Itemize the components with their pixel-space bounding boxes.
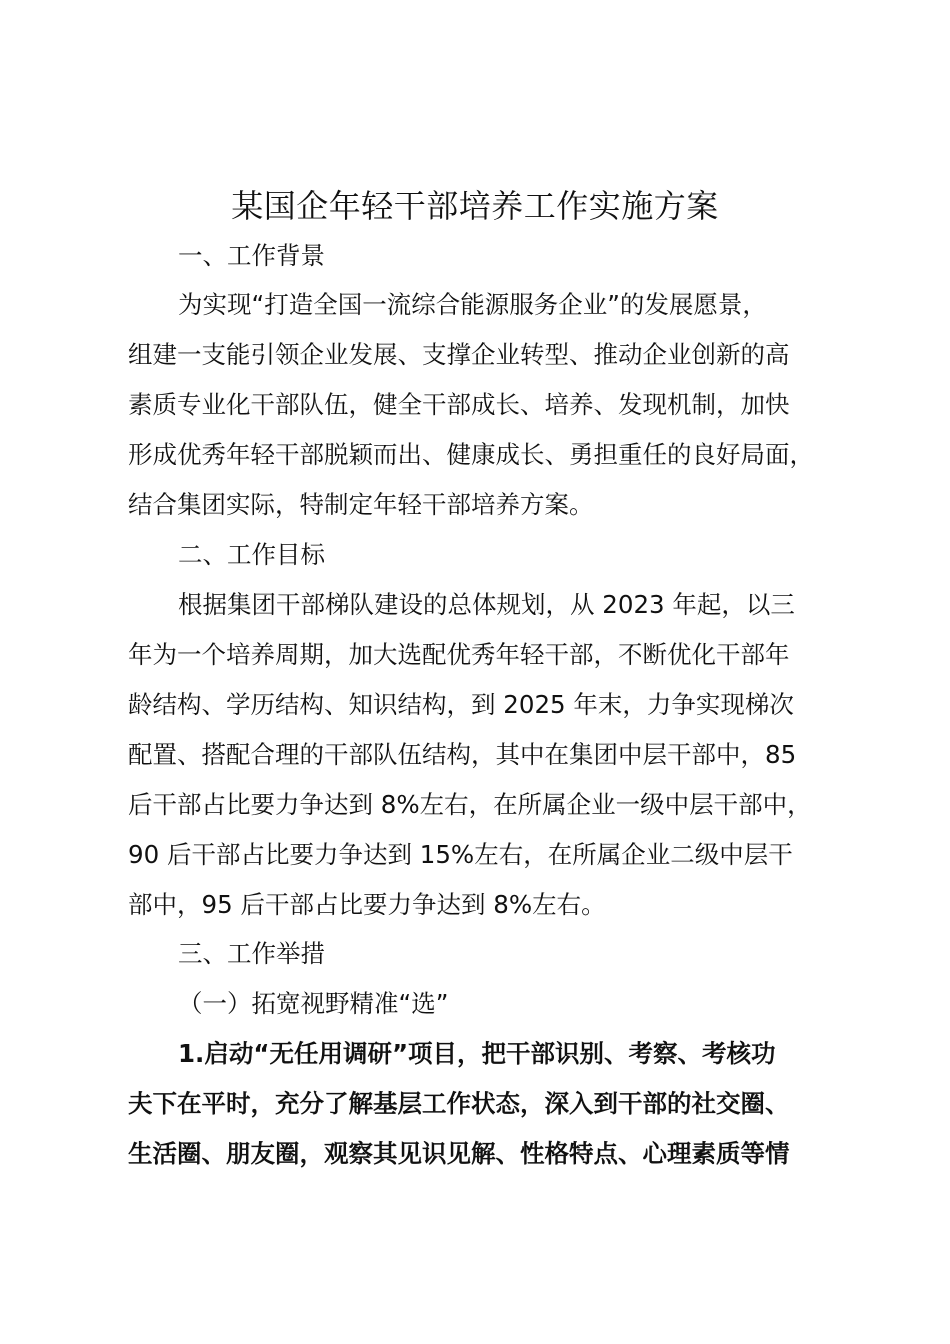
paragraph-line: 为实现“打造全国一流综合能源服务企业”的发展愿景， <box>178 290 767 319</box>
bold-paragraph-line: 1.启动“无任用调研”项目，把干部识别、考察、考核功 <box>178 1039 776 1068</box>
paragraph-line: 年为一个培养周期，加大选配优秀年轻干部，不断优化干部年 <box>128 640 790 669</box>
section-heading-goals: 二、工作目标 <box>178 540 325 569</box>
paragraph-line: 90 后干部占比要力争达到 15%左右，在所属企业二级中层干 <box>128 840 793 869</box>
paragraph-line: 组建一支能引领企业发展、支撑企业转型、推动企业创新的高 <box>128 340 790 369</box>
paragraph-line: 后干部占比要力争达到 8%左右，在所属企业一级中层干部中， <box>128 790 812 819</box>
bold-paragraph-line: 夫下在平时，充分了解基层工作状态，深入到干部的社交圈、 <box>128 1089 790 1118</box>
paragraph-line: 结合集团实际，特制定年轻干部培养方案。 <box>128 490 594 519</box>
subsection-heading: （一）拓宽视野精准“选” <box>178 989 449 1018</box>
paragraph-line: 素质专业化干部队伍，健全干部成长、培养、发现机制，加快 <box>128 390 790 419</box>
section-heading-background: 一、工作背景 <box>178 241 325 270</box>
paragraph-line: 根据集团干部梯队建设的总体规划，从 2023 年起，以三 <box>178 590 795 619</box>
document-title: 某国企年轻干部培养工作实施方案 <box>231 187 719 225</box>
paragraph-line: 龄结构、学历结构、知识结构，到 2025 年末，力争实现梯次 <box>128 690 794 719</box>
paragraph-line: 配置、搭配合理的干部队伍结构，其中在集团中层干部中，85 <box>128 740 797 769</box>
bold-paragraph-line: 生活圈、朋友圈，观察其见识见解、性格特点、心理素质等情 <box>128 1139 790 1168</box>
paragraph-line: 形成优秀年轻干部脱颖而出、健康成长、勇担重任的良好局面， <box>128 440 814 469</box>
section-heading-measures: 三、工作举措 <box>178 939 325 968</box>
paragraph-line: 部中，95 后干部占比要力争达到 8%左右。 <box>128 890 606 919</box>
